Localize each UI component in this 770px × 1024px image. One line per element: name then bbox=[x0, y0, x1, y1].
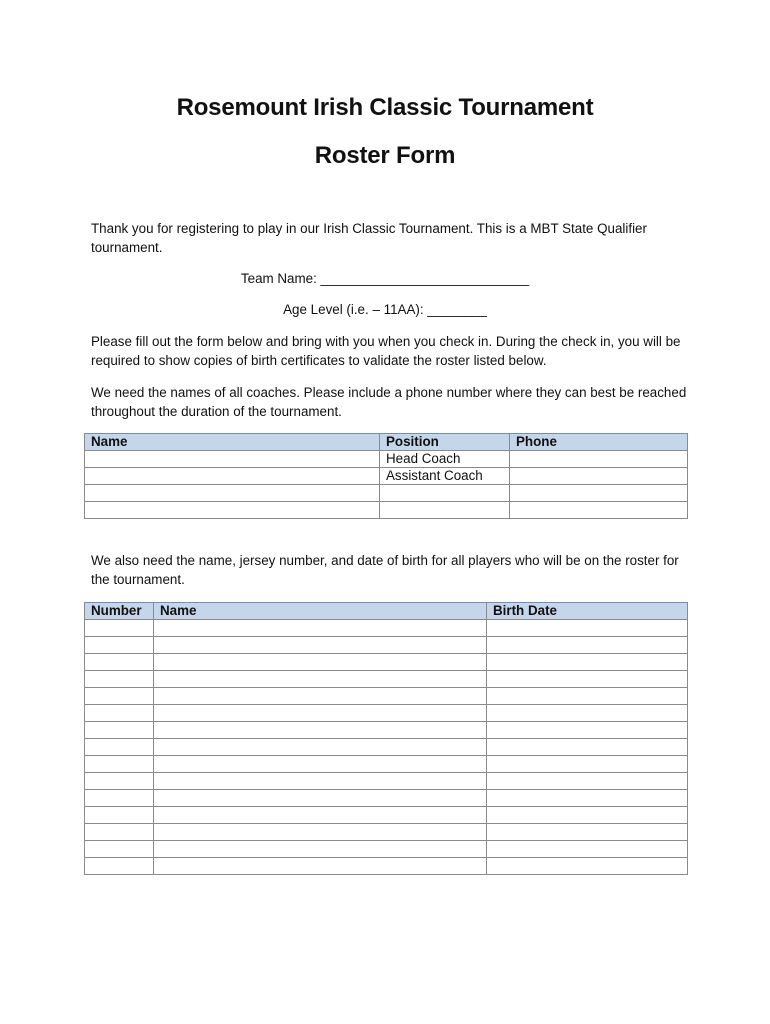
coach-phone-cell[interactable] bbox=[510, 451, 688, 468]
player-number-cell[interactable] bbox=[85, 620, 154, 637]
player-name-cell[interactable] bbox=[154, 858, 487, 875]
player-birth-date-cell[interactable] bbox=[487, 671, 688, 688]
player-birth-date-cell[interactable] bbox=[487, 756, 688, 773]
table-row bbox=[85, 637, 688, 654]
player-number-cell[interactable] bbox=[85, 722, 154, 739]
table-row bbox=[85, 841, 688, 858]
table-row bbox=[85, 654, 688, 671]
table-row bbox=[85, 722, 688, 739]
player-number-cell[interactable] bbox=[85, 807, 154, 824]
coach-phone-cell[interactable] bbox=[510, 485, 688, 502]
document-title: Rosemount Irish Classic Tournament bbox=[176, 94, 594, 121]
coach-position-cell[interactable] bbox=[380, 485, 510, 502]
player-table-body bbox=[85, 620, 688, 875]
player-number-cell[interactable] bbox=[85, 858, 154, 875]
player-number-cell[interactable] bbox=[85, 739, 154, 756]
player-name-cell[interactable] bbox=[154, 637, 487, 654]
table-row bbox=[85, 688, 688, 705]
player-name-cell[interactable] bbox=[154, 739, 487, 756]
table-row bbox=[85, 807, 688, 824]
table-row bbox=[85, 485, 688, 502]
table-row bbox=[85, 790, 688, 807]
table-row bbox=[85, 756, 688, 773]
table-row bbox=[85, 858, 688, 875]
table-row bbox=[85, 705, 688, 722]
player-name-cell[interactable] bbox=[154, 654, 487, 671]
team-name-line: Team Name: ____________________________ bbox=[240, 271, 530, 286]
player-name-cell[interactable] bbox=[154, 722, 487, 739]
player-number-header: Number bbox=[85, 603, 154, 620]
coach-name-cell[interactable] bbox=[85, 451, 380, 468]
coach-position-cell[interactable] bbox=[380, 502, 510, 519]
coach-position-header: Position bbox=[380, 434, 510, 451]
player-number-cell[interactable] bbox=[85, 773, 154, 790]
coach-phone-cell[interactable] bbox=[510, 502, 688, 519]
player-number-cell[interactable] bbox=[85, 654, 154, 671]
age-level-line: Age Level (i.e. – 11AA): ________ bbox=[283, 302, 487, 317]
player-number-cell[interactable] bbox=[85, 671, 154, 688]
player-number-cell[interactable] bbox=[85, 824, 154, 841]
player-birth-date-cell[interactable] bbox=[487, 739, 688, 756]
player-table-header bbox=[85, 603, 688, 620]
player-birth-date-cell[interactable] bbox=[487, 620, 688, 637]
coach-phone-header: Phone bbox=[510, 434, 688, 451]
player-name-cell[interactable] bbox=[154, 756, 487, 773]
player-birth-date-cell[interactable] bbox=[487, 858, 688, 875]
player-name-cell[interactable] bbox=[154, 841, 487, 858]
players-paragraph: We also need the name, jersey number, and date of birth for all players who will be on the roster for the tournament. bbox=[91, 553, 679, 587]
player-number-cell[interactable] bbox=[85, 688, 154, 705]
coach-table-header bbox=[85, 434, 688, 451]
player-birth-date-cell[interactable] bbox=[487, 841, 688, 858]
player-birth-date-cell[interactable] bbox=[487, 688, 688, 705]
player-number-cell[interactable] bbox=[85, 790, 154, 807]
player-birth-date-cell[interactable] bbox=[487, 637, 688, 654]
player-name-cell[interactable] bbox=[154, 790, 487, 807]
player-table bbox=[84, 602, 688, 875]
player-name-cell[interactable] bbox=[154, 824, 487, 841]
player-birth-date-cell[interactable] bbox=[487, 790, 688, 807]
table-row bbox=[85, 451, 688, 468]
intro-paragraph: Thank you for registering to play in our Irish Classic Tournament. This is a MBT State Qualifier tournament. bbox=[91, 221, 647, 255]
player-name-cell[interactable] bbox=[154, 705, 487, 722]
table-row bbox=[85, 739, 688, 756]
player-birth-date-cell[interactable] bbox=[487, 773, 688, 790]
player-name-cell[interactable] bbox=[154, 620, 487, 637]
coach-name-cell[interactable] bbox=[85, 468, 380, 485]
coach-position-cell: Head Coach bbox=[380, 451, 510, 468]
player-name-header: Name bbox=[154, 603, 487, 620]
player-number-cell[interactable] bbox=[85, 756, 154, 773]
player-name-cell[interactable] bbox=[154, 807, 487, 824]
player-birth-date-cell[interactable] bbox=[487, 705, 688, 722]
player-name-cell[interactable] bbox=[154, 773, 487, 790]
table-row bbox=[85, 620, 688, 637]
table-row bbox=[85, 671, 688, 688]
coach-position-cell: Assistant Coach bbox=[380, 468, 510, 485]
player-name-cell[interactable] bbox=[154, 671, 487, 688]
player-name-cell[interactable] bbox=[154, 688, 487, 705]
coach-name-header: Name bbox=[85, 434, 380, 451]
player-birth-date-cell[interactable] bbox=[487, 722, 688, 739]
player-number-cell[interactable] bbox=[85, 637, 154, 654]
coach-table bbox=[84, 433, 688, 519]
player-birth-date-cell[interactable] bbox=[487, 824, 688, 841]
coach-name-cell[interactable] bbox=[85, 502, 380, 519]
player-number-cell[interactable] bbox=[85, 705, 154, 722]
player-number-cell[interactable] bbox=[85, 841, 154, 858]
player-birth-date-cell[interactable] bbox=[487, 654, 688, 671]
player-birth-date-cell[interactable] bbox=[487, 807, 688, 824]
table-row bbox=[85, 502, 688, 519]
player-birth-date-header: Birth Date bbox=[487, 603, 688, 620]
document-subtitle: Roster Form bbox=[314, 142, 456, 169]
checkin-paragraph: Please fill out the form below and bring with you when you check in. During the check in, you will be required to show copies of birth certificates to validate the roster listed below. bbox=[91, 334, 681, 368]
table-row bbox=[85, 773, 688, 790]
coach-phone-cell[interactable] bbox=[510, 468, 688, 485]
coach-name-cell[interactable] bbox=[85, 485, 380, 502]
coaches-paragraph: We need the names of all coaches. Please include a phone number where they can best be reached throughout the duration of the tournament. bbox=[91, 385, 687, 419]
table-row bbox=[85, 824, 688, 841]
table-row bbox=[85, 468, 688, 485]
